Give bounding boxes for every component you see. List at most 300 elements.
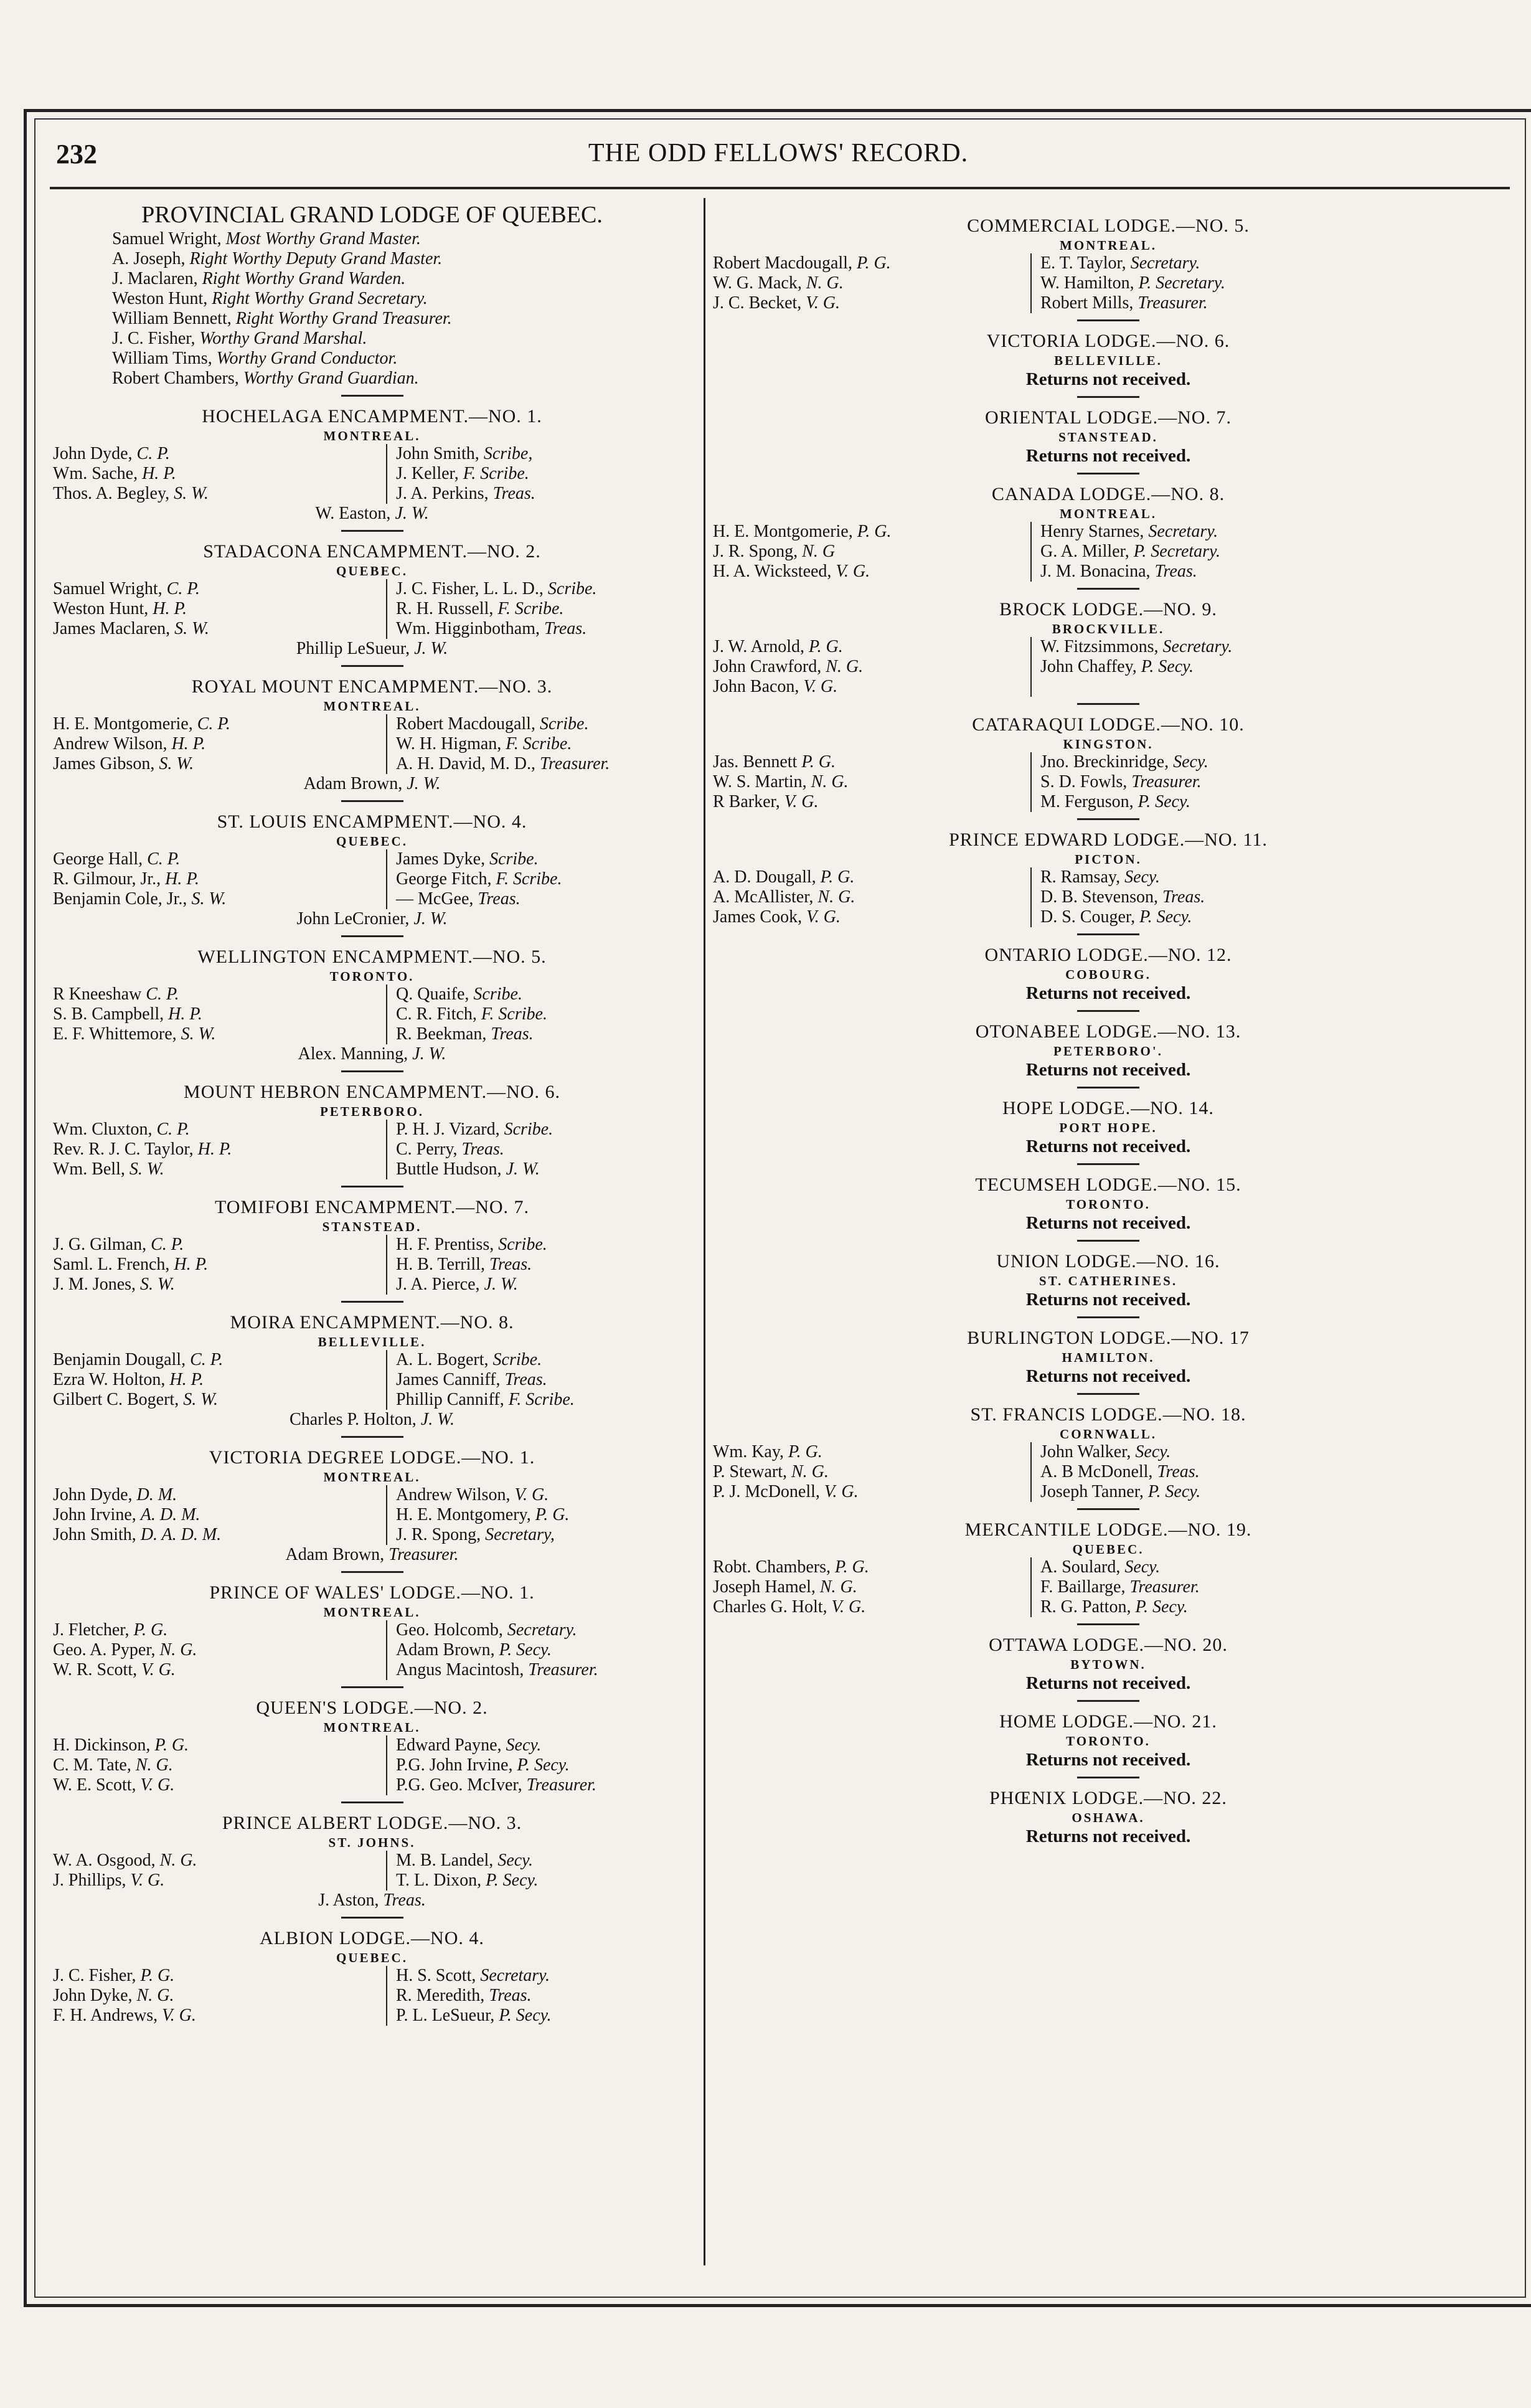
- section-title: ST. FRANCIS LODGE.—NO. 18.: [970, 1404, 1246, 1425]
- office-title: P. Secretary.: [1138, 273, 1225, 293]
- officer-line: [713, 752, 1030, 772]
- left-sections: [53, 395, 691, 2026]
- member-name: E. T. Taylor,: [1040, 253, 1126, 273]
- office-title: P. G.: [535, 1505, 570, 1524]
- lodge-section: [53, 1812, 691, 1910]
- member-name: P.G. John Irvine,: [396, 1755, 513, 1775]
- member-name: Alex. Manning,: [298, 1044, 408, 1064]
- lodge-section: [707, 944, 1510, 1004]
- member-name: Gilbert C. Bogert,: [53, 1390, 179, 1409]
- officer-line: [713, 562, 1030, 582]
- member-name: C. Perry,: [396, 1140, 458, 1159]
- member-name: H. F. Prentiss,: [396, 1235, 494, 1254]
- officer-line: [396, 1120, 553, 1140]
- member-name: J. Aston,: [318, 1891, 379, 1910]
- section-place: TORONTO.: [1066, 1734, 1151, 1749]
- office-title: P. Secy.: [499, 2006, 552, 2025]
- lodge-section: [707, 1634, 1510, 1694]
- section-separator: [1077, 1316, 1139, 1318]
- officer-line: [1040, 792, 1208, 812]
- member-name: J. G. Gilman,: [53, 1235, 147, 1254]
- member-name: Benjamin Dougall,: [53, 1350, 186, 1369]
- officer-line: [112, 229, 691, 249]
- officer-line: [396, 599, 596, 619]
- section-footer: [53, 909, 691, 929]
- officer-line: [53, 1120, 386, 1140]
- office-title: Most Worthy Grand Master.: [225, 229, 421, 248]
- officer-table: [53, 1120, 691, 1179]
- office-title: N. G.: [826, 657, 864, 676]
- office-title: Treas.: [491, 1024, 534, 1044]
- officer-line: [713, 792, 1030, 812]
- member-name: — McGee,: [396, 889, 474, 909]
- officer-table: [53, 1620, 691, 1680]
- lodge-section: [707, 714, 1510, 812]
- member-name: James Canniff,: [396, 1370, 501, 1389]
- member-name: H. A. Wicksteed,: [713, 562, 832, 581]
- office-title: Treasurer.: [1131, 772, 1202, 791]
- member-name: W. Hamilton,: [1040, 273, 1134, 293]
- office-title: J. W.: [407, 774, 441, 793]
- officer-table: [53, 714, 691, 774]
- member-name: J. M. Jones,: [53, 1275, 136, 1294]
- section-separator: [1077, 588, 1139, 590]
- member-name: John LeCronier,: [296, 909, 410, 928]
- lodge-section: [707, 407, 1510, 466]
- office-title: Treasurer.: [526, 1775, 596, 1795]
- officer-line: [713, 907, 1030, 927]
- section-place: MONTREAL.: [323, 428, 421, 443]
- office-title: Treas.: [492, 484, 535, 503]
- lodge-section: [53, 541, 691, 659]
- section-title: PRINCE EDWARD LODGE.—NO. 11.: [949, 829, 1268, 850]
- member-name: Samuel Wright,: [53, 579, 163, 598]
- section-title: STADACONA ENCAMPMENT.—NO. 2.: [203, 541, 541, 562]
- office-title: Scribe.: [489, 849, 539, 869]
- office-title: Secretary.: [1148, 522, 1218, 541]
- member-name: Geo. Holcomb,: [396, 1620, 503, 1640]
- member-name: R Barker,: [713, 792, 780, 811]
- member-name: Phillip Canniff,: [396, 1390, 504, 1409]
- member-name: A. B McDonell,: [1040, 1462, 1153, 1481]
- officer-line: [396, 1485, 569, 1505]
- officer-line: [396, 1370, 575, 1390]
- lodge-section: [707, 829, 1510, 927]
- section-place: TORONTO.: [329, 969, 415, 984]
- returns-note: Returns not received.: [1025, 1826, 1191, 1846]
- member-name: Thos. A. Begley,: [53, 484, 170, 503]
- officer-line: [112, 269, 691, 289]
- section-separator: [1077, 1777, 1139, 1778]
- section-title: PHŒNIX LODGE.—NO. 22.: [989, 1788, 1227, 1808]
- officer-column-right: [1030, 1557, 1200, 1617]
- officer-table: [53, 849, 691, 909]
- officer-table: [707, 1557, 1510, 1617]
- officer-line: [396, 714, 610, 734]
- member-name: Joseph Tanner,: [1040, 1482, 1144, 1501]
- member-name: C. M. Tate,: [53, 1755, 131, 1775]
- officer-line: [53, 1140, 386, 1159]
- member-name: J. C. Becket,: [713, 293, 802, 313]
- officer-line: [1040, 542, 1220, 562]
- returns-note: Returns not received.: [1025, 1750, 1191, 1770]
- officer-line: [1040, 562, 1220, 582]
- officer-line: [713, 273, 1030, 293]
- member-name: Jas. Bennett: [713, 752, 798, 772]
- member-name: C. R. Fitch,: [396, 1004, 477, 1024]
- member-name: J. W. Arnold,: [713, 637, 805, 656]
- office-title: N. G.: [806, 273, 844, 293]
- section-footer: [53, 1891, 691, 1910]
- lodge-section: [53, 676, 691, 794]
- section-title: MOUNT HEBRON ENCAMPMENT.—NO. 6.: [184, 1082, 560, 1102]
- officer-line: [53, 484, 386, 504]
- section-title: BROCK LODGE.—NO. 9.: [999, 599, 1217, 620]
- officer-column-left: [53, 1350, 386, 1410]
- section-place: QUEBEC.: [336, 564, 408, 578]
- office-title: Secy.: [1173, 752, 1208, 772]
- officer-table: [53, 444, 691, 504]
- officer-line: [713, 253, 1030, 273]
- office-title: S. W.: [181, 1024, 216, 1044]
- officer-column-left: [53, 849, 386, 909]
- member-name: John Crawford,: [713, 657, 822, 676]
- returns-note: Returns not received.: [1025, 1136, 1191, 1156]
- lodge-section: [53, 1081, 691, 1179]
- office-title: Scribe,: [483, 444, 533, 463]
- member-name: Wm. Higginbotham,: [396, 619, 540, 638]
- lodge-section: [53, 1447, 691, 1565]
- page-header: [50, 138, 1507, 182]
- member-name: Robt. Chambers,: [713, 1557, 831, 1577]
- officer-line: [396, 1255, 547, 1275]
- section-separator: [1077, 1393, 1139, 1395]
- officer-table: [707, 867, 1510, 927]
- officer-line: [1040, 657, 1232, 677]
- office-title: Treas.: [383, 1891, 426, 1910]
- officer-line: [396, 1775, 596, 1795]
- member-name: P. L. LeSueur,: [396, 2006, 495, 2025]
- officer-column-right: [386, 1485, 569, 1545]
- office-title: Treas.: [504, 1370, 547, 1389]
- officer-line: [1040, 752, 1208, 772]
- officer-line: [396, 484, 535, 504]
- section-separator: [1077, 1163, 1139, 1165]
- officer-line: [396, 619, 596, 639]
- officer-line: [713, 1557, 1030, 1577]
- officer-line: [396, 1505, 569, 1525]
- member-name: A. D. Dougall,: [713, 867, 816, 887]
- officer-column-left: [707, 522, 1030, 582]
- office-title: V. G.: [130, 1871, 165, 1890]
- right-column: [707, 201, 1510, 1853]
- officer-column-right: [1030, 522, 1220, 582]
- office-title: Worthy Grand Marshal.: [199, 329, 367, 348]
- office-title: Secy.: [1135, 1442, 1171, 1461]
- office-title: J. W.: [414, 639, 448, 658]
- left-column: [53, 201, 691, 2032]
- member-name: R Kneeshaw: [53, 984, 142, 1004]
- officer-table: [53, 579, 691, 639]
- member-name: Robert Mills,: [1040, 293, 1134, 313]
- officer-line: [1040, 273, 1225, 293]
- officer-column-left: [53, 1851, 386, 1891]
- officer-line: [53, 1660, 386, 1680]
- member-name: M. B. Landel,: [396, 1851, 494, 1870]
- office-title: S. W.: [183, 1390, 218, 1409]
- officer-line: [53, 1390, 386, 1410]
- officer-line: [713, 637, 1030, 657]
- member-name: J. R. Spong,: [713, 542, 798, 561]
- officer-line: [53, 444, 386, 464]
- office-title: N. G.: [819, 1577, 857, 1597]
- officer-line: [53, 1620, 386, 1640]
- member-name: W. G. Mack,: [713, 273, 802, 293]
- returns-note: Returns not received.: [1025, 1366, 1191, 1386]
- lodge-section: [707, 330, 1510, 390]
- member-name: H. S. Scott,: [396, 1966, 476, 1985]
- officer-line: [53, 599, 386, 619]
- member-name: A. McAllister,: [713, 887, 814, 907]
- member-name: John Smith,: [396, 444, 479, 463]
- member-name: Robert Macdougall,: [396, 714, 535, 734]
- office-title: C. P.: [146, 984, 179, 1004]
- section-title: TECUMSEH LODGE.—NO. 15.: [975, 1174, 1241, 1195]
- member-name: George Fitch,: [396, 869, 492, 889]
- officer-line: [396, 1140, 553, 1159]
- member-name: H. E. Montgomery,: [396, 1505, 531, 1524]
- office-title: Secretary,: [485, 1525, 555, 1544]
- office-title: S. W.: [191, 889, 227, 909]
- officer-column-left: [53, 1485, 386, 1545]
- officer-column-right: [1030, 867, 1205, 927]
- member-name: R. Ramsay,: [1040, 867, 1121, 887]
- member-name: W. Easton,: [315, 504, 391, 523]
- section-title: OTONABEE LODGE.—NO. 13.: [975, 1021, 1241, 1042]
- office-title: V. G.: [141, 1660, 176, 1679]
- office-title: S. W.: [174, 484, 209, 503]
- column-rule: [704, 198, 705, 2265]
- office-title: P. G.: [820, 867, 855, 887]
- officer-line: [396, 1660, 598, 1680]
- member-name: James Gibson,: [53, 754, 155, 773]
- section-place: ST. JOHNS.: [328, 1835, 416, 1850]
- office-title: P. Secy.: [1139, 907, 1192, 927]
- section-place: PETERBORO.: [319, 1104, 425, 1119]
- officer-table: [707, 253, 1510, 313]
- section-place: BYTOWN.: [1070, 1657, 1146, 1672]
- officer-column-right: [386, 1735, 596, 1795]
- officer-line: [396, 444, 535, 464]
- lodge-section: [707, 1711, 1510, 1770]
- section-title: COMMERCIAL LODGE.—NO. 5.: [967, 215, 1250, 236]
- member-name: Wm. Cluxton,: [53, 1120, 153, 1139]
- member-name: Weston Hunt,: [112, 289, 208, 308]
- office-title: D. A. D. M.: [140, 1525, 222, 1544]
- member-name: Henry Starnes,: [1040, 522, 1144, 541]
- office-title: Treas.: [478, 889, 521, 909]
- lodge-section: [707, 1404, 1510, 1502]
- lodge-section: [707, 215, 1510, 313]
- officer-line: [112, 349, 691, 369]
- officer-line: [1040, 907, 1205, 927]
- right-sections: [707, 204, 1510, 1847]
- office-title: H. P.: [174, 1255, 209, 1274]
- member-name: J. Fletcher,: [53, 1620, 130, 1640]
- office-title: C. P.: [190, 1350, 224, 1369]
- office-title: H. P.: [169, 1370, 204, 1389]
- officer-table: [53, 1851, 691, 1891]
- lodge-section: [53, 1697, 691, 1795]
- section-place: QUEBEC.: [1072, 1542, 1144, 1557]
- section-footer: [53, 639, 691, 659]
- officer-line: [53, 984, 386, 1004]
- section-place: QUEBEC.: [336, 1950, 408, 1965]
- office-title: Scribe.: [492, 1350, 542, 1369]
- lodge-section: [53, 946, 691, 1064]
- member-name: R. Meredith,: [396, 1986, 485, 2005]
- section-separator: [341, 530, 403, 532]
- officer-line: [1040, 253, 1225, 273]
- member-name: P. H. J. Vizard,: [396, 1120, 500, 1139]
- office-title: Treas.: [1162, 887, 1205, 907]
- office-title: N. G.: [811, 772, 849, 791]
- officer-column-left: [53, 1120, 386, 1179]
- officer-line: [713, 1597, 1030, 1617]
- officer-column-left: [53, 444, 386, 504]
- office-title: J. W.: [420, 1410, 455, 1429]
- member-name: Wm. Sache,: [53, 464, 138, 483]
- office-title: Treasurer.: [1138, 293, 1208, 313]
- officer-line: [112, 369, 691, 389]
- officer-line: [396, 579, 596, 599]
- member-name: Charles P. Holton,: [290, 1410, 417, 1429]
- member-name: W. R. Scott,: [53, 1660, 138, 1679]
- office-title: S. W.: [159, 754, 194, 773]
- section-title: HOPE LODGE.—NO. 14.: [1002, 1098, 1214, 1118]
- officer-line: [1040, 522, 1220, 542]
- section-place: COBOURG.: [1065, 967, 1151, 982]
- section-place: PICTON.: [1075, 852, 1142, 867]
- section-place: CORNWALL.: [1060, 1427, 1157, 1442]
- officer-line: [396, 1275, 547, 1295]
- member-name: Wm. Kay,: [713, 1442, 784, 1461]
- member-name: John Walker,: [1040, 1442, 1131, 1461]
- office-title: Scribe.: [539, 714, 589, 734]
- section-separator: [341, 1070, 403, 1072]
- lodge-section: [707, 1250, 1510, 1310]
- section-title: CATARAQUI LODGE.—NO. 10.: [972, 714, 1245, 735]
- officer-column-right: [386, 1851, 538, 1891]
- officer-line: [713, 677, 1030, 697]
- officer-line: [53, 849, 386, 869]
- member-name: Geo. A. Pyper,: [53, 1640, 156, 1660]
- office-title: F. Scribe.: [497, 599, 564, 618]
- office-title: Scribe.: [498, 1235, 547, 1254]
- member-name: Rev. R. J. C. Taylor,: [53, 1140, 194, 1159]
- member-name: J. A. Pierce,: [396, 1275, 480, 1294]
- office-title: V. G.: [162, 2006, 196, 2025]
- member-name: A. H. David, M. D.,: [396, 754, 535, 773]
- officer-line: [713, 522, 1030, 542]
- officer-line: [53, 1986, 386, 2006]
- section-title: ALBION LODGE.—NO. 4.: [260, 1928, 484, 1948]
- office-title: P. Secy.: [486, 1871, 539, 1890]
- office-title: N. G.: [159, 1640, 197, 1660]
- office-title: C. P.: [166, 579, 200, 598]
- lodge-section: [53, 811, 691, 929]
- section-separator: [341, 1801, 403, 1803]
- officer-line: [1040, 1462, 1200, 1482]
- section-title: WELLINGTON ENCAMPMENT.—NO. 5.: [197, 947, 547, 967]
- officer-line: [112, 309, 691, 329]
- officer-line: [53, 1255, 386, 1275]
- office-title: V. G.: [784, 792, 819, 811]
- office-title: N. G: [802, 542, 836, 561]
- lodge-section: [707, 1519, 1510, 1617]
- member-name: A. L. Bogert,: [396, 1350, 489, 1369]
- member-name: Andrew Wilson,: [53, 734, 167, 753]
- member-name: John Dyde,: [53, 1485, 133, 1504]
- member-name: John Dyde,: [53, 444, 133, 463]
- member-name: H. Dickinson,: [53, 1735, 151, 1755]
- section-separator: [341, 665, 403, 667]
- office-title: Worthy Grand Guardian.: [243, 369, 419, 388]
- section-title: HOME LODGE.—NO. 21.: [999, 1711, 1217, 1732]
- officer-line: [53, 754, 386, 774]
- office-title: P. G.: [809, 637, 843, 656]
- officer-line: [53, 1871, 386, 1891]
- returns-note: Returns not received.: [1025, 983, 1191, 1003]
- office-title: C. P.: [151, 1235, 184, 1254]
- office-title: Treas.: [489, 1986, 532, 2005]
- section-title: ST. LOUIS ENCAMPMENT.—NO. 4.: [217, 811, 527, 832]
- member-name: Edward Payne,: [396, 1735, 502, 1755]
- officer-line: [53, 579, 386, 599]
- officer-line: [713, 867, 1030, 887]
- office-title: H. P.: [165, 869, 199, 889]
- officer-line: [396, 1004, 547, 1024]
- office-title: F. Scribe.: [508, 1390, 575, 1409]
- officer-line: [53, 1851, 386, 1871]
- office-title: J. W.: [484, 1275, 518, 1294]
- returns-note: Returns not received.: [1025, 1213, 1191, 1233]
- officer-column-left: [53, 1235, 386, 1295]
- member-name: T. L. Dixon,: [396, 1871, 482, 1890]
- member-name: F. H. Andrews,: [53, 2006, 158, 2025]
- officer-line: [1040, 1442, 1200, 1462]
- section-separator: [341, 1436, 403, 1438]
- officer-line: [53, 869, 386, 889]
- officer-line: [53, 1485, 386, 1505]
- office-title: H. P.: [197, 1140, 232, 1159]
- member-name: James Dyke,: [396, 849, 486, 869]
- officer-line: [396, 1620, 598, 1640]
- officer-column-left: [707, 867, 1030, 927]
- lodge-section: [707, 1097, 1510, 1157]
- officer-line: [1040, 887, 1205, 907]
- header-rule: [50, 187, 1510, 189]
- office-title: Scribe.: [547, 579, 597, 598]
- officer-table: [53, 1235, 691, 1295]
- section-place: MONTREAL.: [323, 1720, 421, 1735]
- officer-line: [53, 1235, 386, 1255]
- office-title: H. P.: [153, 599, 187, 618]
- member-name: Adam Brown,: [303, 774, 403, 793]
- member-name: John Dyke,: [53, 1986, 133, 2005]
- office-title: Secy.: [506, 1735, 542, 1755]
- section-footer: [53, 1410, 691, 1430]
